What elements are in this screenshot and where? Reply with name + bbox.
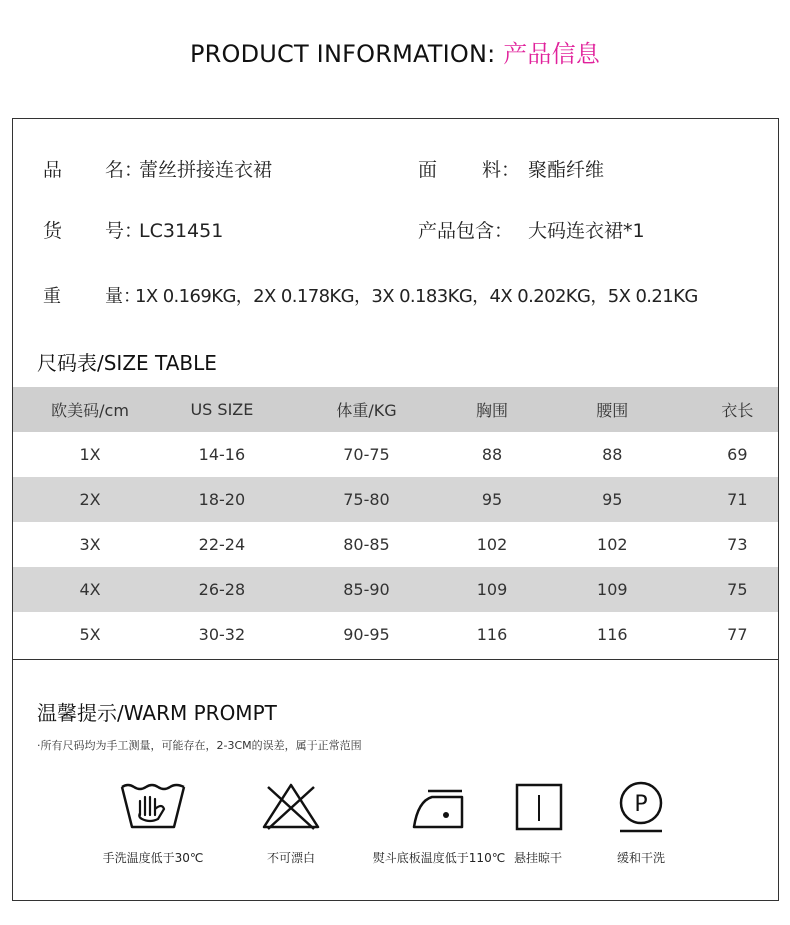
package-label: 产品包含： [418,220,514,242]
measurement-note: ·所有尺码均为手工测量，可能存在，2-3CM的误差，属于正常范围 [37,739,362,752]
table-cell: 30-32 [198,625,246,644]
weight-label-c1: 重 [43,286,61,307]
table-cell: 14-16 [198,445,246,464]
column-header: US SIZE [190,400,254,419]
package-value: 大码连衣裙*1 [528,220,645,242]
table-cell: 4X [79,580,101,599]
hang-dry-icon [503,779,573,835]
code-value: LC31451 [139,220,224,242]
product-info-frame [12,118,779,901]
name-label-c2: 名： [105,159,144,181]
hand-wash-icon [118,779,188,835]
material-value: 聚酯纤维 [528,159,605,181]
table-cell: 102 [476,535,508,554]
table-cell: 90-95 [343,625,390,644]
table-cell: 2X [79,490,101,509]
info-row-code [43,216,223,243]
care-label: 不可漂白 [266,851,315,865]
care-item-no-bleach [216,779,366,866]
info-row-package [418,216,645,243]
weight-value: 1X 0.169KG，2X 0.178KG，3X 0.183KG，4X 0.202KG，5X 0.21KG [135,286,698,307]
size-table-title: 尺码表/SIZE TABLE [37,351,217,375]
table-cell: 102 [597,535,628,554]
table-cell: 75 [727,580,748,599]
table-cell: 18-20 [198,490,246,509]
care-label: 手洗温度低于30℃ [102,851,204,865]
table-cell: 22-24 [198,535,246,554]
column-header: 衣长 [721,401,754,420]
table-cell: 5X [79,625,101,644]
table-cell: 85-90 [343,580,390,599]
table-cell: 116 [476,625,508,644]
column-header: 胸围 [476,401,509,420]
care-item-hand-wash [78,779,228,866]
table-cell: 70-75 [343,445,390,464]
table-row [13,477,778,522]
table-cell: 109 [597,580,628,599]
table-cell: 1X [79,445,101,464]
table-cell: 95 [602,490,623,509]
care-item-gentle-dry-clean [566,779,716,866]
page-header [0,34,790,69]
size-table [13,387,778,657]
material-label-c2: 料： [482,159,521,181]
care-label: 熨斗底板温度低于110℃ [372,851,506,865]
column-header: 欧美码/cm [51,401,129,420]
care-label: 悬挂晾干 [513,851,562,865]
table-row [13,612,778,657]
code-label-c1: 货 [43,220,63,242]
table-cell: 88 [481,445,503,464]
header-title-en: PRODUCT INFORMATION: [189,40,504,68]
gentle-dry-clean-icon [606,779,676,835]
name-value: 蕾丝拼接连衣裙 [139,159,273,181]
table-cell: 95 [481,490,503,509]
column-header: 腰围 [596,401,629,420]
no-bleach-icon [256,779,326,835]
size-table-header-row [13,387,778,432]
table-cell: 3X [79,535,101,554]
weight-label-c2: 量： [105,286,141,307]
info-row-weight [43,282,698,308]
table-cell: 77 [727,625,748,644]
table-row [13,432,778,477]
table-row [13,567,778,612]
table-cell: 71 [727,490,748,509]
table-row [13,522,778,567]
table-cell: 73 [727,535,748,554]
name-label-c1: 品 [43,159,63,181]
header-title-zh: 产品信息 [503,40,601,68]
material-label-c1: 面 [418,159,438,181]
table-cell: 109 [476,580,508,599]
table-cell: 75-80 [343,490,390,509]
info-row-material [418,155,604,182]
code-label-c2: 号： [105,220,144,242]
column-header: 体重/KG [336,401,397,420]
table-cell: 116 [597,625,628,644]
table-cell: 26-28 [198,580,246,599]
svg-text:P: P [634,792,648,817]
warm-prompt-title: 温馨提示/WARM PROMPT [37,701,277,725]
table-cell: 80-85 [343,535,390,554]
table-cell: 88 [602,445,623,464]
table-cell: 69 [727,445,748,464]
info-row-name [43,155,272,182]
care-label: 缓和干洗 [616,851,665,865]
section-divider [13,659,778,660]
